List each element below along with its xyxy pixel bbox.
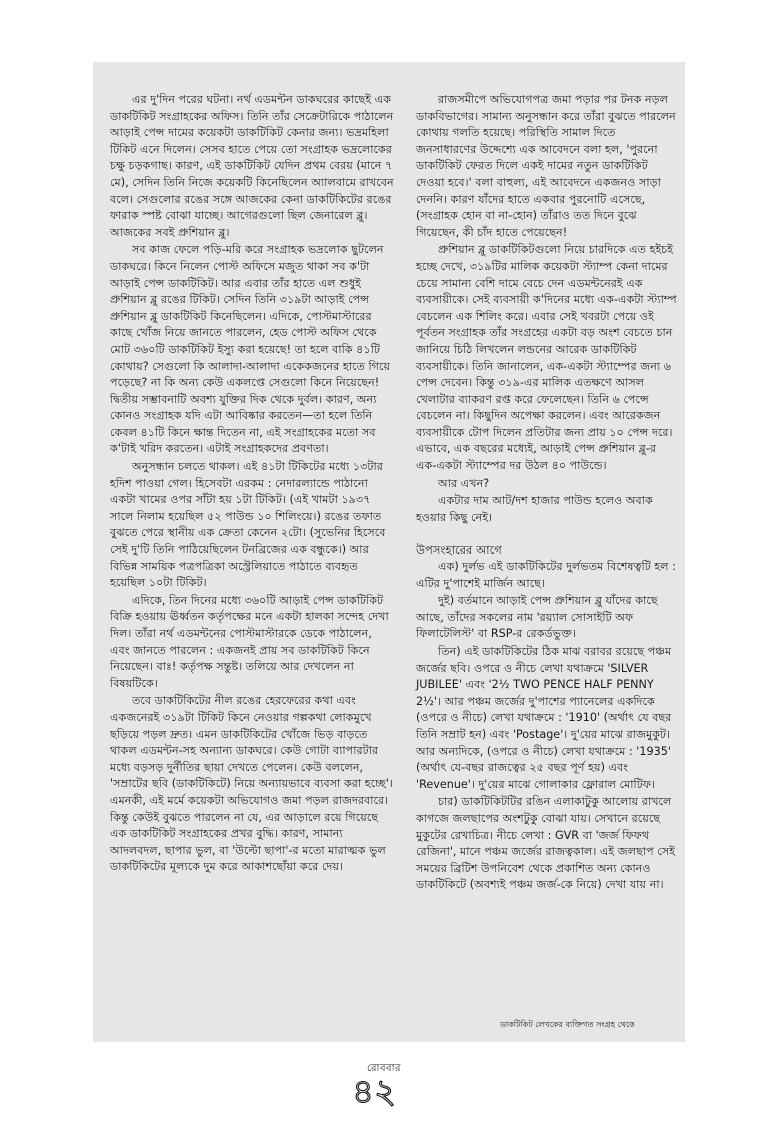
paragraph: এর দু'দিন পরের ঘটনা। নর্থ এডমন্টন ডাকঘরের কাছেই এক ডাকটিকিট সংগ্রাহকের অফিস। তিনি তাঁর সেক্রেটারিকে পাঠালেন আড়াই পেন্স দামের কয়েকটা ডাকটিকিট কেনার জন্য। ভদ্রমহিলা টিকিট এনে দিলেন। সেসব হাতে পেয়ে তো সংগ্রাহক ভদ্রলোকের চক্ষু চড়কগাছ। কারণ, এই ডাকটিকিট যেদিন প্রথম বেরয় (মানে ৭ মে), সেদিন তিনি নিজে কয়েকটি কিনেছিলেন অ্যালবামে রাখবেন বলে। সেগুলোর রঙের সঙ্গে আজকের কেনা ডাকটিকিটের রঙের ফারাক স্পষ্ট বোঝা যাচ্ছে। আগেরগুলো ছিল জেনারেল ব্লু। আজকের সবই প্রুশিয়ান ব্লু। bbox=[110, 93, 394, 239]
paragraph: এক) দুর্লভ এই ডাকটিকিটের দুর্লভতম বিশেষত্বটি হল : এটির দু'পাশেই মার্জিন আছে। bbox=[416, 560, 676, 590]
paragraph: আর এখন? bbox=[438, 476, 490, 490]
left-column bbox=[110, 92, 394, 876]
right-column bbox=[416, 92, 678, 894]
paragraph: একটার দাম আট/দশ হাজার পাউন্ড হলেও অবাক হওয়ার কিছু নেই। bbox=[416, 494, 653, 524]
paragraph: এদিকে, তিন দিনের মধ্যে ৩৬০টি আড়াই পেন্স ডাকটিকিট বিক্রি হওয়ায় ঊর্ধ্বতন কর্তৃপক্ষের মনে একটা হালকা সন্দেহ দেখা দিল। তাঁরা নর্থ এডমন্টনের পোস্টমাস্টারকে ডেকে পাঠালেন, এবং জানতে পারলেন : একজনই প্রায় সব ডাকটিকিট কিনে নিয়েছেন। বাঃ! কর্তৃপক্ষ সন্তুষ্ট। তলিয়ে আর দেখলেন না বিষয়টিকে। bbox=[110, 593, 389, 690]
paragraph: তিন) এই ডাকটিকিটের ঠিক মাঝ বরাবর রয়েছে পঞ্চম জর্জের ছবি। ওপরে ও নীচে লেখা যথাক্রমে 'SILVER JUBILEE' এবং '2½ TWO PENCE HALF PENNY 2½'। আর পঞ্চম জর্জের দু'পাশের প্যানেলের একদিকে (ওপরে ও নীচে) লেখা যথাক্রমে : '1910' (অর্থাৎ যে বছর তিনি সম্রাট হন) এবং 'Postage'। দু'য়ের মাঝে রাজমুকুট। আর অন্যদিকে, (ওপরে ও নীচে) লেখা যথাক্রমে : '1935' (অর্থাৎ যে-বছর রাজত্বের ২৫ বছর পূর্ণ হয়) এবং 'Revenue'। দু'য়ের মাঝে গোলাকার ফ্লোরাল মোটিফ। bbox=[416, 645, 672, 791]
paragraph: দুই) বর্তমানে আড়াই পেন্স প্রুশিয়ান ব্লু যাঁদের কাছে আছে, তাঁদের সকলের নাম 'রয়্যাল সোসাইটি অফ ফিলাটেলিস্ট' বা RSP-র রেকর্ডভুক্ত। bbox=[416, 594, 658, 641]
page-number: ৪২ bbox=[352, 1072, 397, 1112]
paragraph: প্রুশিয়ান ব্লু ডাকটিকিটগুলো নিয়ে চারদিকে এত হইচই হচ্ছে দেখে, ৩১৯টির মালিক কয়েকটা স্ট্যাম্প কেনা দামের চেয়ে সামান্য বেশি দামে বেচে দেন এডমন্টনেরই এক ব্যবসায়ীকে। সেই ব্যবসায়ী ক'দিনের মধ্যে এক-একটা স্ট্যাম্প বেচলেন এক শিলিং করে। এবার সেই খবরটা পেয়ে ওই পূর্বতন সংগ্রাহক তাঁর সংগ্রহের একটা বড় অংশ বেচতে চান জানিয়ে চিঠি লিখলেন লন্ডনের আরেক ডাকটিকিট ব্যবসায়ীকে। তিনি জানালেন, এক-একটা স্ট্যাম্পের জন্য ৬ পেন্স দেবেন। কিন্তু ৩১৯-এর মালিক এতক্ষণে আসল খেলাটার ব্যাকরণ রপ্ত করে ফেলেছেন। তিনি ৬ পেন্সে বেচলেন না। কিছুদিন অপেক্ষা করলেন। এবং আরেকজন ব্যবসায়ীকে টোপ দিলেন প্রতিটার জন্য প্রায় ১০ পেন্স দরে। এভাবে, এক বছরের মধ্যেই, আড়াই পেন্স প্রুশিয়ান ব্লু-র এক-একটা স্ট্যাম্পের দর উঠল ৪০ পাউন্ডে। bbox=[416, 243, 677, 473]
paragraph: রাজসমীপে অভিযোগপত্র জমা পড়ার পর টনক নড়ল ডাকবিভাগের। সামান্য অনুসন্ধান করে তাঁরা বুঝতে পারলেন কোথায় গলতি হয়েছে। পরিস্থিতি সামাল দিতে জনসাধারণের উদ্দেশ্যে এক আবেদনে বলা হল, 'পুরনো ডাকটিকিট ফেরত দিলে একই দামের নতুন ডাকটিকিট দেওয়া হবে।' বলা বাহুল্য, এই আবেদনে একজনও সাড়া দেননি। কারণ যাঁদের হাতে একবার পুরনোটি এসেছে, (সংগ্রাহক হোন বা না-হোন) তাঁরাও তত দিনে বুঝে গিয়েছেন, কী চাঁদ হাতে পেয়েছেন! bbox=[416, 93, 676, 239]
paragraph: সব কাজ ফেলে পড়ি-মরি করে সংগ্রাহক ভদ্রলোক ছুটলেন ডাকঘরে। কিনে নিলেন পোস্ট অফিসে মজুত থাকা সব ক'টা আড়াই পেন্স ডাকটিকিট। আর এবার তাঁর হাতে এল শুধুই প্রুশিয়ান ব্লু রঙের টিকিট। সেদিন তিনি ৩১৯টা আড়াই পেন্স প্রুশিয়ান ব্লু ডাকটিকিট কিনেছিলেন। এদিকে, পোস্টমাস্টারের কাছে খোঁজ নিয়ে জানতে পারলেন, হেড পোস্ট অফিস থেকে মোট ৩৬০টি ডাকটিকিট ইস্যু করা হয়েছে! তা হলে বাকি ৪১টি কোথায়? সেগুলো কি আলাদা-আলাদা একেকজনের হাতে গিয়ে পড়েছে? না কি অন্য কেউ একলপ্তে সেগুলো কিনে নিয়েছেন! দ্বিতীয় সম্ভাবনাটি অবশ্য যুক্তির দিক থেকে দুর্বল। কারণ, অন্য কোনও সংগ্রাহক যদি এটা আবিষ্কার করতেন—তা হলে তিনি কেবল ৪১টি কিনে ক্ষান্ত দিতেন না, এই সংগ্রাহকের মতো সব ক'টাই খরিদ করতেন। এটাই সংগ্রাহকদের প্রবণতা। bbox=[110, 243, 391, 456]
paragraph: অনুসন্ধান চলতে থাকল। এই ৪১টা টিকিটের মধ্যে ১৩টার হদিশ পাওয়া গেল। হিসেবটা এরকম : নেদারল্যান্ডে পাঠানো একটা খামের ওপর সাঁটা হয় ১টা টিকিট। (এই খামটা ১৯৩৭ সালে নিলাম হয়েছিল ৫২ পাউন্ড ১০ শিলিংয়ে।) রঙের তফাত বুঝতে পেরে স্থানীয় এক ক্রেতা কেনেন ২টো। (সুভেনির হিসেবে সেই দু'টি তিনি পাঠিয়েছিলেন টনব্রিজের এক বন্ধুকে।) আর বিভিন্ন সাময়িক পত্রপত্রিকা অস্ট্রেলিয়াতে পাঠাতে ব্যবহৃত হয়েছিল ১০টা টিকিট। bbox=[110, 460, 386, 590]
magazine-name: রোববার bbox=[367, 1063, 401, 1074]
photo-caption: ডাকটিকিট লেখকের ব্যক্তিগত সংগ্রহ থেকে bbox=[500, 1020, 635, 1029]
paragraph: তবে ডাকটিকিটের নীল রঙের হেরফেরের কথা এবং একজনেরই ৩১৯টা টিকিট কিনে নেওয়ার গল্পকথা লোকমুখে ছড়িয়ে পড়ল দ্রুত। এমন ডাকটিকিটের খোঁজে ভিড় বাড়তে থাকল এডমন্টন-সহ অন্যান্য ডাকঘরে। কেউ গোটা ব্যাপারটার মধ্যে বড়সড় দুর্নীতির ছায়া দেখতে পেলেন। কেউ বললেন, 'সম্রাটের ছবি (ডাকটিকিটে) নিয়ে অন্যায়ভাবে ব্যবসা করা হচ্ছে'। এমনকী, এই মর্মে কয়েকটা অভিযোগও জমা পড়ল রাজদরবারে। কিন্তু কেউই বুঝতে পারলেন না যে, এর আড়ালে রয়ে গিয়েছে এক ডাকটিকিট সংগ্রাহকের প্রখর বুদ্ধি। কারণ, সামান্য আদলবদল, ছাপার ভুল, বা 'উল্টো ছাপা'-র মতো মারাত্মক ভুল ডাকটিকিটের মূল্যকে দুম করে আকাশছোঁয়া করে দেয়। bbox=[110, 694, 393, 874]
paragraph: চার) ডাকটিকিটটির রঙিন এলাকাটুকু আলোয় রাখলে কাগজে জলছাপের অংশটুকু বোঝা যায়। সেখানে রয়েছে মুকুটের রেখাচিত্র। নীচে লেখা : GVR বা 'জর্জ ফিফথ রেজিনা', মানে পঞ্চম জর্জের রাজত্বকাল। এই জলছাপ সেই সময়ের ব্রিটিশ উপনিবেশ থেকে প্রকাশিত অন্য কোনও ডাকটিকিটে (অবশ্যই পঞ্চম জর্জ-কে নিয়ে) দেখা যায় না। bbox=[416, 795, 676, 892]
section-heading: উপসংহারের আগে bbox=[416, 543, 502, 558]
